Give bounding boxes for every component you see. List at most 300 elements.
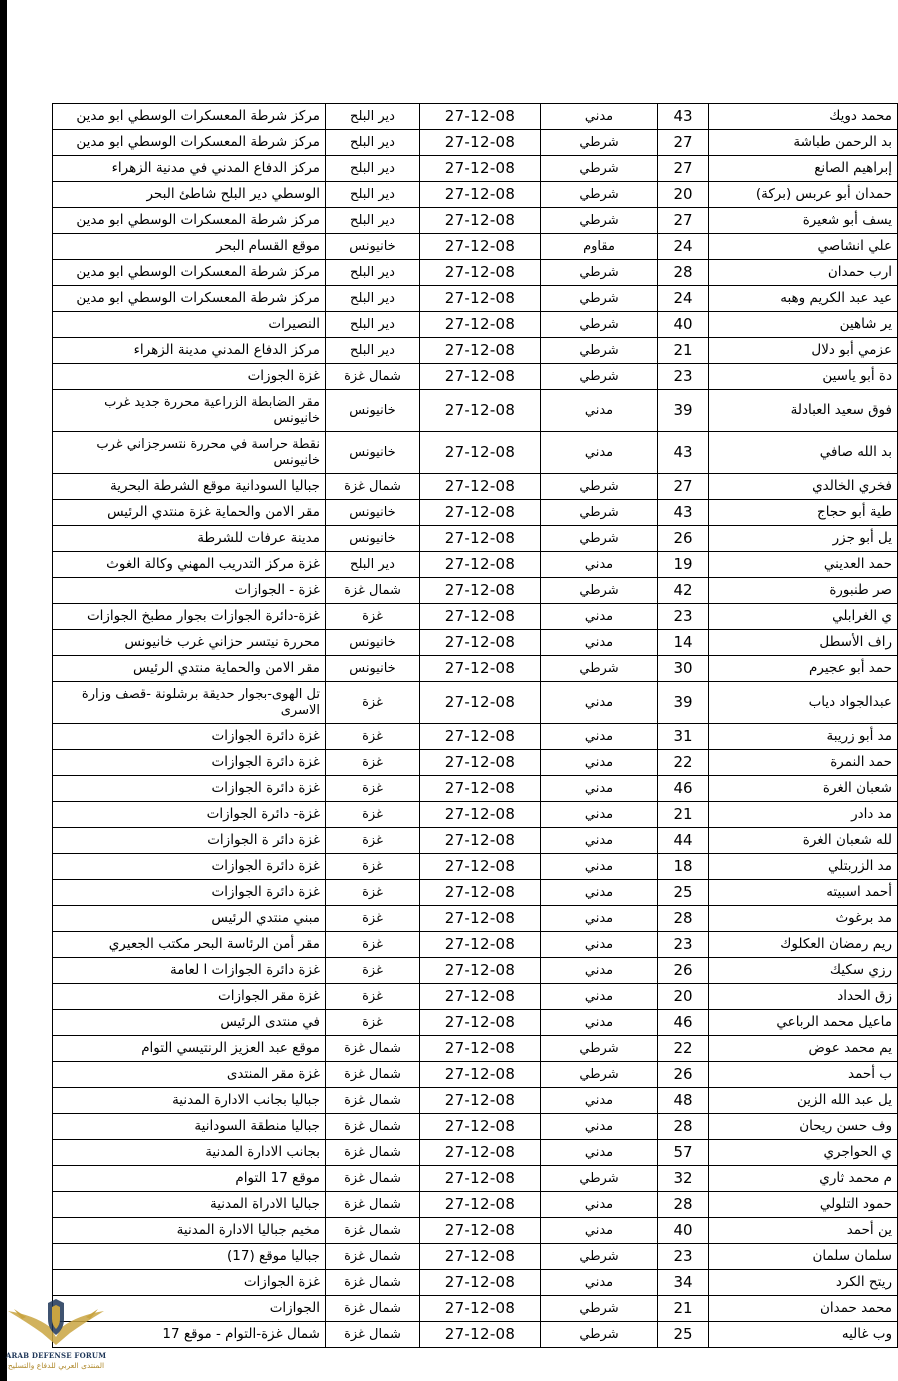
age-cell: 25	[658, 880, 709, 906]
city-cell: غزة	[326, 682, 420, 724]
table-row	[53, 1010, 898, 1036]
status-cell: شرطي	[541, 260, 658, 286]
table-row	[53, 182, 898, 208]
location-cell: جباليا بجانب الادارة المدنية	[53, 1088, 326, 1114]
table-row	[53, 526, 898, 552]
status-cell: شرطي	[541, 182, 658, 208]
city-cell: غزة	[326, 724, 420, 750]
name-cell: شعبان الغرة	[709, 776, 898, 802]
name-cell: مد دادر	[709, 802, 898, 828]
date-cell: 27-12-08	[420, 854, 541, 880]
table-row	[53, 1114, 898, 1140]
status-cell: مدني	[541, 630, 658, 656]
casualty-table	[52, 103, 898, 1348]
date-cell: 27-12-08	[420, 1244, 541, 1270]
status-cell: شرطي	[541, 474, 658, 500]
name-cell: م محمد ثاري	[709, 1166, 898, 1192]
city-cell: دير البلح	[326, 552, 420, 578]
location-cell: غزة دائرة الجوازات ا لعامة	[53, 958, 326, 984]
table-row	[53, 578, 898, 604]
location-cell: موقع القسام البحر	[53, 234, 326, 260]
location-cell: موقع 17 التوام	[53, 1166, 326, 1192]
date-cell: 27-12-08	[420, 1062, 541, 1088]
age-cell: 46	[658, 776, 709, 802]
age-cell: 24	[658, 234, 709, 260]
age-cell: 27	[658, 474, 709, 500]
city-cell: شمال غزة	[326, 1062, 420, 1088]
table-row	[53, 432, 898, 474]
status-cell: مدني	[541, 724, 658, 750]
date-cell: 27-12-08	[420, 578, 541, 604]
location-cell: مركز شرطة المعسكرات الوسطي ابو مدين	[53, 260, 326, 286]
city-cell: شمال غزة	[326, 364, 420, 390]
city-cell: شمال غزة	[326, 1296, 420, 1322]
date-cell: 27-12-08	[420, 984, 541, 1010]
forum-logo	[4, 1297, 108, 1379]
city-cell: شمال غزة	[326, 1036, 420, 1062]
age-cell: 44	[658, 828, 709, 854]
age-cell: 39	[658, 682, 709, 724]
name-cell: رزي سكيك	[709, 958, 898, 984]
name-cell: دة أبو ياسين	[709, 364, 898, 390]
date-cell: 27-12-08	[420, 656, 541, 682]
name-cell: علي انشاصي	[709, 234, 898, 260]
casualty-table-container	[52, 103, 892, 1348]
city-cell: غزة	[326, 906, 420, 932]
status-cell: شرطي	[541, 286, 658, 312]
name-cell: عيد عبد الكريم وهبه	[709, 286, 898, 312]
age-cell: 57	[658, 1140, 709, 1166]
city-cell: غزة	[326, 932, 420, 958]
age-cell: 22	[658, 1036, 709, 1062]
location-cell: مدينة عرفات للشرطة	[53, 526, 326, 552]
table-row	[53, 682, 898, 724]
page-edge-bar	[0, 0, 7, 1381]
city-cell: غزة	[326, 1010, 420, 1036]
status-cell: مدني	[541, 880, 658, 906]
age-cell: 23	[658, 932, 709, 958]
name-cell: حمد النمرة	[709, 750, 898, 776]
age-cell: 25	[658, 1322, 709, 1348]
table-row	[53, 156, 898, 182]
table-row	[53, 630, 898, 656]
table-row	[53, 776, 898, 802]
status-cell: مدني	[541, 750, 658, 776]
status-cell: مدني	[541, 776, 658, 802]
age-cell: 26	[658, 526, 709, 552]
date-cell: 27-12-08	[420, 156, 541, 182]
status-cell: شرطي	[541, 338, 658, 364]
city-cell: شمال غزة	[326, 1322, 420, 1348]
status-cell: مدني	[541, 932, 658, 958]
name-cell: أحمد اسبيته	[709, 880, 898, 906]
date-cell: 27-12-08	[420, 390, 541, 432]
location-cell: مقر الامن والحماية غزة منتدي الرئيس	[53, 500, 326, 526]
age-cell: 22	[658, 750, 709, 776]
date-cell: 27-12-08	[420, 208, 541, 234]
table-row	[53, 656, 898, 682]
status-cell: مدني	[541, 682, 658, 724]
location-cell: غزة- دائرة الجوازات	[53, 802, 326, 828]
age-cell: 43	[658, 432, 709, 474]
status-cell: مدني	[541, 802, 658, 828]
table-row	[53, 1166, 898, 1192]
age-cell: 28	[658, 906, 709, 932]
age-cell: 28	[658, 1192, 709, 1218]
city-cell: دير البلح	[326, 130, 420, 156]
location-cell: غزة مركز التدريب المهني وكالة الغوث	[53, 552, 326, 578]
table-row	[53, 1036, 898, 1062]
city-cell: خانيونس	[326, 234, 420, 260]
table-row	[53, 958, 898, 984]
name-cell: ريم رمضان العكلوك	[709, 932, 898, 958]
table-row	[53, 854, 898, 880]
status-cell: شرطي	[541, 1322, 658, 1348]
city-cell: غزة	[326, 750, 420, 776]
name-cell: ارب حمدان	[709, 260, 898, 286]
status-cell: مدني	[541, 1270, 658, 1296]
date-cell: 27-12-08	[420, 932, 541, 958]
city-cell: غزة	[326, 802, 420, 828]
status-cell: مدني	[541, 432, 658, 474]
table-row	[53, 828, 898, 854]
city-cell: غزة	[326, 880, 420, 906]
location-cell: موقع عبد العزيز الرنتيسي التوام	[53, 1036, 326, 1062]
date-cell: 27-12-08	[420, 364, 541, 390]
status-cell: شرطي	[541, 526, 658, 552]
age-cell: 26	[658, 1062, 709, 1088]
age-cell: 14	[658, 630, 709, 656]
age-cell: 42	[658, 578, 709, 604]
date-cell: 27-12-08	[420, 432, 541, 474]
age-cell: 32	[658, 1166, 709, 1192]
date-cell: 27-12-08	[420, 130, 541, 156]
table-row	[53, 724, 898, 750]
status-cell: شرطي	[541, 500, 658, 526]
age-cell: 26	[658, 958, 709, 984]
city-cell: دير البلح	[326, 156, 420, 182]
city-cell: غزة	[326, 604, 420, 630]
location-cell: في منتدى الرئيس	[53, 1010, 326, 1036]
city-cell: دير البلح	[326, 104, 420, 130]
age-cell: 34	[658, 1270, 709, 1296]
date-cell: 27-12-08	[420, 1296, 541, 1322]
name-cell: محمد دويك	[709, 104, 898, 130]
date-cell: 27-12-08	[420, 1322, 541, 1348]
location-cell: جباليا موقع (17)	[53, 1244, 326, 1270]
table-row	[53, 1218, 898, 1244]
status-cell: شرطي	[541, 1244, 658, 1270]
location-cell: مخيم جباليا الادارة المدنية	[53, 1218, 326, 1244]
name-cell: عزمي أبو دلال	[709, 338, 898, 364]
location-cell: مقر أمن الرئاسة البحر مكتب الجعيري	[53, 932, 326, 958]
age-cell: 19	[658, 552, 709, 578]
city-cell: دير البلح	[326, 260, 420, 286]
location-cell: غزة الجوازات	[53, 1270, 326, 1296]
logo-title: ARAB DEFENSE FORUM	[5, 1351, 107, 1360]
city-cell: شمال غزة	[326, 578, 420, 604]
date-cell: 27-12-08	[420, 286, 541, 312]
status-cell: مدني	[541, 1192, 658, 1218]
location-cell: غزة مقر الجوازات	[53, 984, 326, 1010]
city-cell: شمال غزة	[326, 1088, 420, 1114]
location-cell: غزة - الجوازات	[53, 578, 326, 604]
date-cell: 27-12-08	[420, 1140, 541, 1166]
table-row	[53, 312, 898, 338]
status-cell: مدني	[541, 906, 658, 932]
location-cell: مقر الامن والحماية منتدي الرئيس	[53, 656, 326, 682]
date-cell: 27-12-08	[420, 958, 541, 984]
city-cell: شمال غزة	[326, 1270, 420, 1296]
status-cell: مدني	[541, 1218, 658, 1244]
location-cell: مقر الضابطة الزراعية محررة جديد غرب خانيونس	[53, 390, 326, 432]
location-cell: محررة نيتسر حزاني غرب خانيونس	[53, 630, 326, 656]
logo-subtitle: المنتدى العربي للدفاع والتسليح	[7, 1361, 105, 1370]
date-cell: 27-12-08	[420, 182, 541, 208]
age-cell: 46	[658, 1010, 709, 1036]
age-cell: 23	[658, 604, 709, 630]
status-cell: شرطي	[541, 1296, 658, 1322]
age-cell: 27	[658, 208, 709, 234]
location-cell: تل الهوى-بجوار حديقة برشلونة -قصف وزارة الاسرى	[53, 682, 326, 724]
location-cell: نقطة حراسة في محررة نتسرجزاني غرب خانيونس	[53, 432, 326, 474]
name-cell: ماعيل محمد الرباعي	[709, 1010, 898, 1036]
date-cell: 27-12-08	[420, 828, 541, 854]
location-cell: جباليا منطقة السودانية	[53, 1114, 326, 1140]
city-cell: خانيونس	[326, 526, 420, 552]
table-row	[53, 880, 898, 906]
name-cell: يم محمد عوض	[709, 1036, 898, 1062]
city-cell: دير البلح	[326, 338, 420, 364]
date-cell: 27-12-08	[420, 1270, 541, 1296]
city-cell: خانيونس	[326, 432, 420, 474]
status-cell: مدني	[541, 958, 658, 984]
date-cell: 27-12-08	[420, 1036, 541, 1062]
name-cell: راف الأسطل	[709, 630, 898, 656]
age-cell: 18	[658, 854, 709, 880]
table-row	[53, 984, 898, 1010]
age-cell: 43	[658, 500, 709, 526]
age-cell: 27	[658, 156, 709, 182]
name-cell: فوق سعيد العبادلة	[709, 390, 898, 432]
age-cell: 21	[658, 1296, 709, 1322]
name-cell: حمد أبو عجيرم	[709, 656, 898, 682]
table-row	[53, 286, 898, 312]
table-row	[53, 474, 898, 500]
name-cell: ريتح الكرد	[709, 1270, 898, 1296]
name-cell: ين أحمد	[709, 1218, 898, 1244]
city-cell: شمال غزة	[326, 1218, 420, 1244]
location-cell: مركز الدفاع المدني في مدنية الزهراء	[53, 156, 326, 182]
age-cell: 40	[658, 312, 709, 338]
age-cell: 21	[658, 338, 709, 364]
name-cell: حمد العديني	[709, 552, 898, 578]
location-cell: مركز شرطة المعسكرات الوسطي ابو مدين	[53, 104, 326, 130]
name-cell: إبراهيم الصانع	[709, 156, 898, 182]
table-row	[53, 208, 898, 234]
age-cell: 21	[658, 802, 709, 828]
city-cell: خانيونس	[326, 500, 420, 526]
age-cell: 30	[658, 656, 709, 682]
city-cell: شمال غزة	[326, 1140, 420, 1166]
location-cell: غزة دائرة الجوازات	[53, 880, 326, 906]
status-cell: شرطي	[541, 1036, 658, 1062]
status-cell: شرطي	[541, 156, 658, 182]
status-cell: شرطي	[541, 1166, 658, 1192]
city-cell: دير البلح	[326, 182, 420, 208]
status-cell: مدني	[541, 552, 658, 578]
status-cell: شرطي	[541, 364, 658, 390]
status-cell: شرطي	[541, 656, 658, 682]
status-cell: شرطي	[541, 208, 658, 234]
table-row	[53, 802, 898, 828]
table-body	[53, 104, 898, 1348]
location-cell: غزة دائرة الجوازات	[53, 854, 326, 880]
date-cell: 27-12-08	[420, 104, 541, 130]
city-cell: شمال غزة	[326, 1192, 420, 1218]
table-row	[53, 750, 898, 776]
table-row	[53, 1192, 898, 1218]
name-cell: طية أبو حجاج	[709, 500, 898, 526]
age-cell: 28	[658, 260, 709, 286]
age-cell: 23	[658, 364, 709, 390]
location-cell: الجوازات	[53, 1296, 326, 1322]
date-cell: 27-12-08	[420, 234, 541, 260]
date-cell: 27-12-08	[420, 880, 541, 906]
table-row	[53, 1140, 898, 1166]
status-cell: شرطي	[541, 312, 658, 338]
city-cell: خانيونس	[326, 630, 420, 656]
name-cell: ير شاهين	[709, 312, 898, 338]
name-cell: مد الزربتلي	[709, 854, 898, 880]
date-cell: 27-12-08	[420, 750, 541, 776]
status-cell: مدني	[541, 604, 658, 630]
age-cell: 20	[658, 182, 709, 208]
name-cell: فخري الخالدي	[709, 474, 898, 500]
table-row	[53, 390, 898, 432]
location-cell: مركز شرطة المعسكرات الوسطي ابو مدين	[53, 208, 326, 234]
table-row	[53, 552, 898, 578]
date-cell: 27-12-08	[420, 906, 541, 932]
location-cell: بجانب الادارة المدنية	[53, 1140, 326, 1166]
table-row	[53, 500, 898, 526]
name-cell: سلمان سلمان	[709, 1244, 898, 1270]
age-cell: 40	[658, 1218, 709, 1244]
age-cell: 43	[658, 104, 709, 130]
date-cell: 27-12-08	[420, 1192, 541, 1218]
table-row	[53, 130, 898, 156]
location-cell: جباليا الادراة المدنية	[53, 1192, 326, 1218]
location-cell: مركز شرطة المعسكرات الوسطي ابو مدين	[53, 130, 326, 156]
location-cell: الوسطي دير البلح شاطئ البحر	[53, 182, 326, 208]
status-cell: مدني	[541, 1114, 658, 1140]
name-cell: ب أحمد	[709, 1062, 898, 1088]
status-cell: شرطي	[541, 1062, 658, 1088]
name-cell: حمود التلولي	[709, 1192, 898, 1218]
location-cell: غزة دائرة الجوازات	[53, 776, 326, 802]
date-cell: 27-12-08	[420, 1088, 541, 1114]
date-cell: 27-12-08	[420, 552, 541, 578]
table-row	[53, 1270, 898, 1296]
date-cell: 27-12-08	[420, 474, 541, 500]
status-cell: شرطي	[541, 578, 658, 604]
date-cell: 27-12-08	[420, 260, 541, 286]
name-cell: يل عبد الله الزين	[709, 1088, 898, 1114]
status-cell: مدني	[541, 104, 658, 130]
table-row	[53, 1244, 898, 1270]
eagle-shield-icon	[4, 1297, 108, 1353]
city-cell: غزة	[326, 828, 420, 854]
city-cell: شمال غزة	[326, 1114, 420, 1140]
name-cell: مد برغوث	[709, 906, 898, 932]
date-cell: 27-12-08	[420, 312, 541, 338]
table-row	[53, 906, 898, 932]
location-cell: شمال غزة-التوام - موقع 17	[53, 1322, 326, 1348]
date-cell: 27-12-08	[420, 776, 541, 802]
name-cell: لله شعبان الغرة	[709, 828, 898, 854]
location-cell: غزة دائرة الجوازات	[53, 724, 326, 750]
age-cell: 48	[658, 1088, 709, 1114]
date-cell: 27-12-08	[420, 604, 541, 630]
name-cell: ي الحواجري	[709, 1140, 898, 1166]
location-cell: غزة مقر المنتدى	[53, 1062, 326, 1088]
table-row	[53, 604, 898, 630]
date-cell: 27-12-08	[420, 802, 541, 828]
city-cell: شمال غزة	[326, 1244, 420, 1270]
table-row	[53, 260, 898, 286]
table-row	[53, 1296, 898, 1322]
table-row	[53, 1062, 898, 1088]
name-cell: ي الغرابلي	[709, 604, 898, 630]
name-cell: بد الله صافي	[709, 432, 898, 474]
date-cell: 27-12-08	[420, 1010, 541, 1036]
status-cell: مدني	[541, 828, 658, 854]
date-cell: 27-12-08	[420, 1166, 541, 1192]
status-cell: مدني	[541, 1088, 658, 1114]
location-cell: غزة دائرة الجوازات	[53, 750, 326, 776]
status-cell: مدني	[541, 390, 658, 432]
name-cell: وب غاليه	[709, 1322, 898, 1348]
location-cell: مبني منتدي الرئيس	[53, 906, 326, 932]
date-cell: 27-12-08	[420, 1114, 541, 1140]
name-cell: عبدالجواد دياب	[709, 682, 898, 724]
name-cell: وف حسن ريحان	[709, 1114, 898, 1140]
location-cell: غزة-دائرة الجوازات بجوار مطبخ الجوازات	[53, 604, 326, 630]
name-cell: محمد حمدان	[709, 1296, 898, 1322]
table-row	[53, 104, 898, 130]
age-cell: 31	[658, 724, 709, 750]
age-cell: 39	[658, 390, 709, 432]
city-cell: شمال غزة	[326, 474, 420, 500]
name-cell: صر طنبورة	[709, 578, 898, 604]
name-cell: بد الرحمن طباشة	[709, 130, 898, 156]
age-cell: 24	[658, 286, 709, 312]
status-cell: شرطي	[541, 130, 658, 156]
status-cell: مقاوم	[541, 234, 658, 260]
date-cell: 27-12-08	[420, 724, 541, 750]
date-cell: 27-12-08	[420, 338, 541, 364]
table-row	[53, 338, 898, 364]
date-cell: 27-12-08	[420, 526, 541, 552]
location-cell: جباليا السودانية موقع الشرطة البحرية	[53, 474, 326, 500]
date-cell: 27-12-08	[420, 630, 541, 656]
city-cell: شمال غزة	[326, 1166, 420, 1192]
city-cell: غزة	[326, 958, 420, 984]
table-row	[53, 932, 898, 958]
location-cell: النصيرات	[53, 312, 326, 338]
name-cell: مد أبو زريبة	[709, 724, 898, 750]
age-cell: 28	[658, 1114, 709, 1140]
